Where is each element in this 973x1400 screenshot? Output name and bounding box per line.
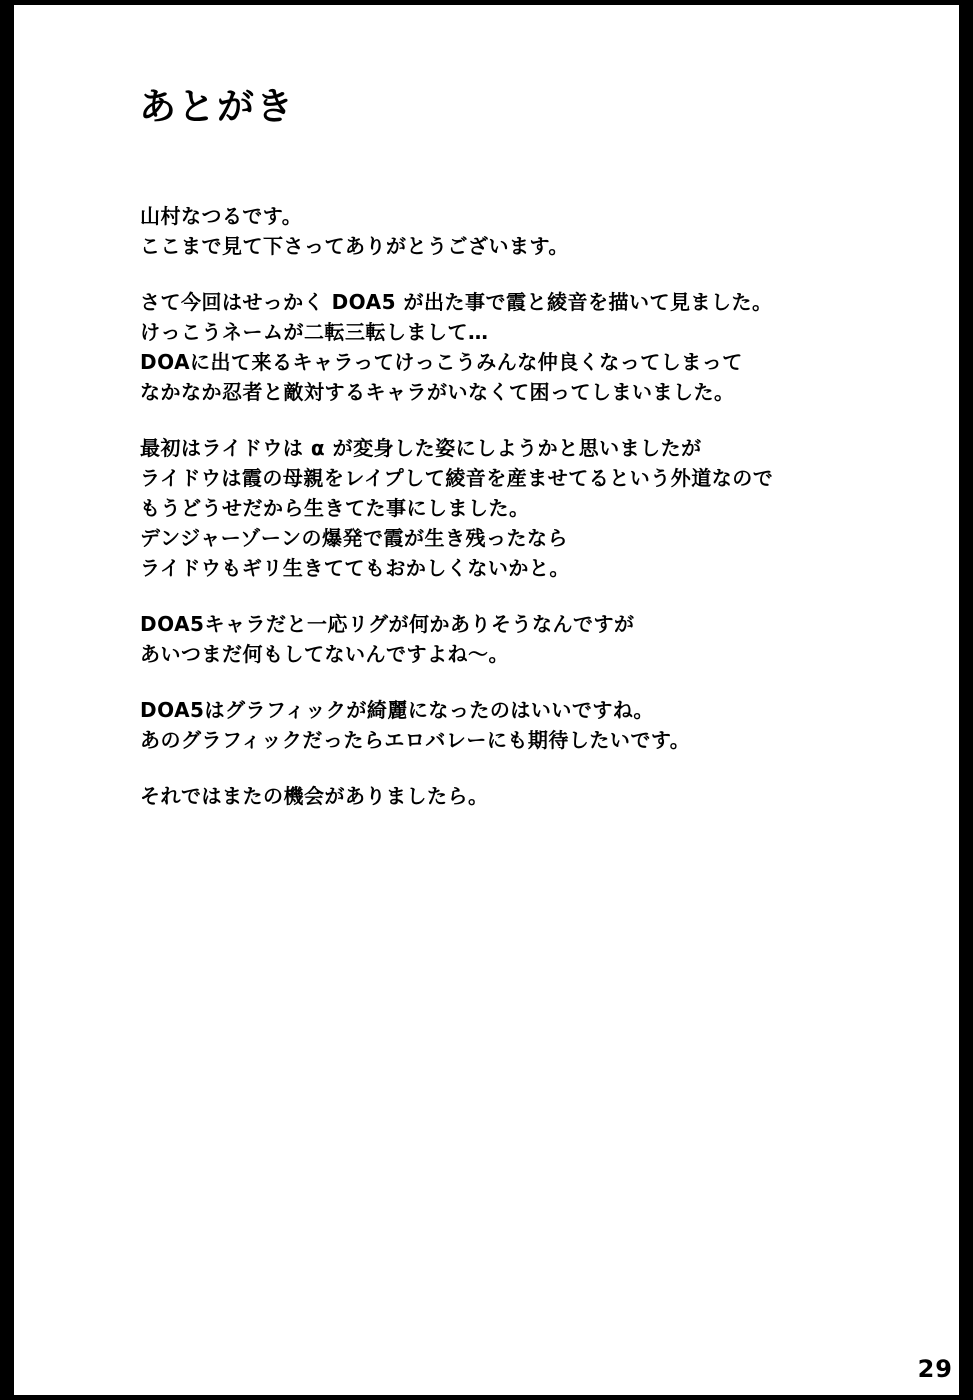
text-line: さて今回はせっかく DOA5 が出た事で霞と綾音を描いて見ました。 — [140, 290, 773, 314]
text-line: ここまで見て下さってありがとうございます。 — [140, 234, 569, 258]
text-line: DOA5キャラだと一応リグが何かありそうなんですが — [140, 612, 635, 636]
text-line: ライドウもギリ生きててもおかしくないかと。 — [140, 556, 570, 580]
text-line: けっこうネームが二転三転しまして… — [140, 320, 489, 344]
text-line: それではまたの機会がありましたら。 — [140, 784, 489, 808]
paragraph — [140, 201, 900, 261]
page-number: 29 — [917, 1355, 953, 1383]
paragraph — [140, 609, 900, 669]
paragraph — [140, 781, 900, 811]
text-line: デンジャーゾーンの爆発で霞が生き残ったなら — [140, 526, 568, 550]
afterword-body — [140, 201, 900, 811]
page-title: あとがき — [139, 85, 295, 128]
text-line: あいつまだ何もしてないんですよね〜。 — [140, 642, 509, 666]
text-line: なかなか忍者と敵対するキャラがいなくて困ってしまいました。 — [140, 380, 735, 404]
paragraph — [140, 287, 900, 407]
text-line: DOAに出て来るキャラってけっこうみんな仲良くなってしまって — [140, 350, 743, 374]
text-line: 最初はライドウは α が変身した姿にしようかと思いましたが — [140, 436, 702, 460]
paragraph — [140, 695, 900, 755]
paragraph — [140, 433, 900, 583]
text-line: もうどうせだから生きてた事にしました。 — [140, 496, 530, 520]
text-line: ライドウは霞の母親をレイプして綾音を産ませてるという外道なので — [140, 466, 774, 490]
document-page — [14, 5, 959, 1395]
text-line: DOA5はグラフィックが綺麗になったのはいいですね。 — [140, 698, 654, 722]
text-line: 山村なつるです。 — [140, 204, 303, 228]
text-line: あのグラフィックだったらエロバレーにも期待したいです。 — [140, 728, 691, 752]
